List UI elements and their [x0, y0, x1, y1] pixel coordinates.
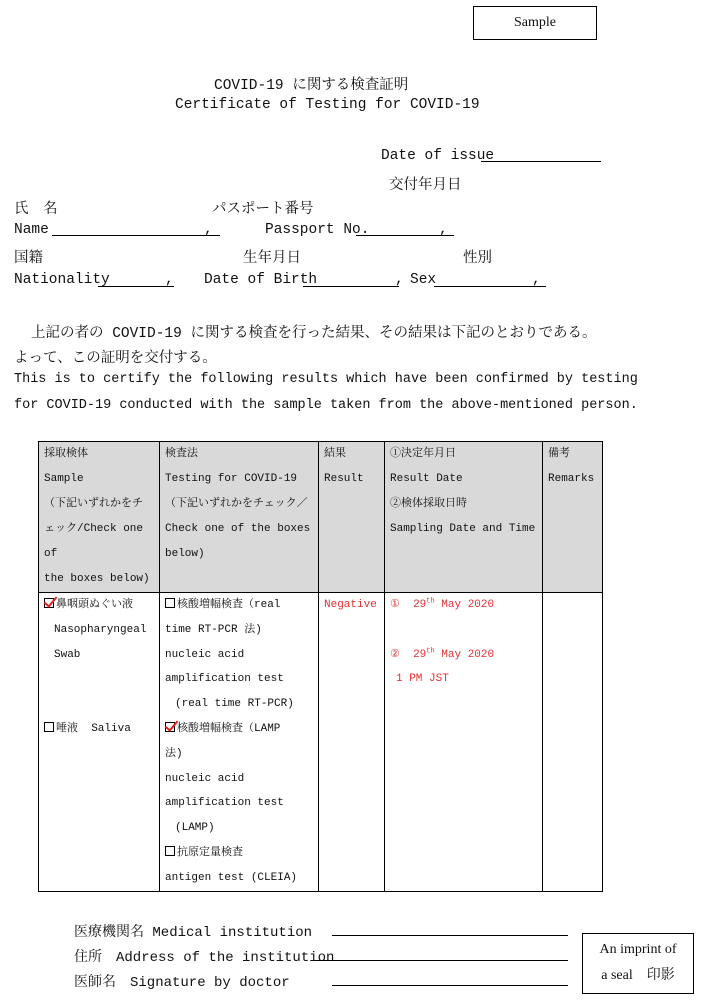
seal-box: [582, 933, 694, 994]
checkbox-icon[interactable]: [44, 722, 54, 732]
nationality-line: [98, 286, 174, 287]
name-comma: ,: [204, 222, 213, 238]
header-testing: 検査法 Testing for COVID-19 （下記いずれかをチェック／ Check one of the boxes below): [160, 442, 319, 593]
passport-label: Passport No.: [265, 222, 370, 238]
nationality-comma: ,: [165, 272, 174, 288]
name-line: [52, 235, 220, 236]
dob-line: [303, 286, 399, 287]
dob-comma: ,: [395, 272, 404, 288]
address-line: [316, 960, 568, 961]
header-sample: 採取検体 Sample （下記いずれかをチ ェック/Check one of the boxes below): [39, 442, 160, 593]
checkbox-checked-icon[interactable]: [165, 722, 175, 732]
address-label: 住所 Address of the institution: [74, 950, 335, 966]
sampling-time: 1 PM JST: [396, 673, 449, 686]
statement-ja-line2: よって、この証明を交付する。: [14, 351, 217, 367]
testing-option-antigen: 抗原定量検査: [165, 841, 313, 866]
testing-option-pcr: 核酸増幅検査（real: [165, 593, 313, 618]
header-remarks: 備考 Remarks: [543, 442, 603, 593]
nationality-label-ja: 国籍: [14, 251, 43, 267]
passport-comma: ,: [439, 222, 448, 238]
title-ja: COVID-19 に関する検査証明: [214, 78, 409, 94]
doctor-line: [332, 985, 568, 986]
sex-line: [434, 286, 546, 287]
checkbox-checked-icon[interactable]: [44, 598, 54, 608]
dob-label-ja: 生年月日: [243, 251, 301, 267]
date-of-issue-line: [481, 161, 601, 162]
dob-label: Date of Birth: [204, 272, 318, 288]
institution-line: [332, 935, 568, 936]
results-table: [38, 441, 603, 892]
nationality-label: Nationality: [14, 272, 110, 288]
passport-label-ja: パスポート番号: [212, 202, 314, 218]
table-header-row: [39, 442, 603, 593]
header-dates: ①決定年月日 Result Date ②検体採取日時 Sampling Date and Time: [385, 442, 543, 593]
statement-ja-line1: 上記の者の COVID-19 に関する検査を行った結果、その結果は下記のとおりである。: [31, 326, 597, 342]
sex-label: Sex: [410, 272, 437, 288]
doctor-label: 医師名 Signature by doctor: [74, 975, 290, 991]
title-en: Certificate of Testing for COVID-19: [175, 97, 480, 113]
institution-label: 医療機関名 Medical institution: [74, 925, 313, 941]
sample-option-saliva: 唾液 Saliva: [44, 717, 154, 742]
date-of-issue-label-ja: 交付年月日: [389, 178, 462, 194]
seal-label-line1: An imprint of: [599, 942, 677, 957]
statement-en-line2: for COVID-19 conducted with the sample taken from the above-mentioned person.: [14, 398, 638, 413]
statement-en-line1: This is to certify the following results which have been confirmed by testing: [14, 372, 638, 387]
sample-stamp-label: Sample: [514, 15, 556, 30]
sample-stamp: [473, 6, 597, 40]
name-label-ja: 氏 名: [14, 202, 58, 218]
result-cell: [319, 593, 385, 892]
checkbox-icon[interactable]: [165, 846, 175, 856]
testing-option-lamp: 核酸増幅検査（LAMP: [165, 717, 313, 742]
date-of-issue-label: Date of issue: [381, 148, 495, 164]
testing-cell: 核酸増幅検査（real time RT-PCR 法) nucleic acid amplification test (real time RT-PCR) 核酸増幅検査（LAMP 法) nucleic acid amplification test (LAMP) 抗原定量検査 antigen test (CLEIA): [160, 593, 319, 892]
remarks-cell: [543, 593, 603, 892]
sample-cell: 鼻咽頭ぬぐい液 Nasopharyngeal Swab 唾液 Saliva: [39, 593, 160, 892]
sampling-date: ② 29th May 2020: [390, 646, 495, 661]
sex-comma: ,: [532, 272, 541, 288]
result-date: ① 29th May 2020: [390, 597, 495, 611]
sample-option-swab: 鼻咽頭ぬぐい液: [44, 593, 154, 618]
dates-cell: [385, 593, 543, 892]
result-value: Negative: [324, 599, 377, 611]
header-result: 結果 Result: [319, 442, 385, 593]
sex-label-ja: 性別: [463, 251, 492, 267]
seal-label-line2: a seal 印影: [601, 968, 675, 983]
checkbox-icon[interactable]: [165, 598, 175, 608]
table-row: [39, 593, 603, 892]
name-label: Name: [14, 222, 49, 238]
